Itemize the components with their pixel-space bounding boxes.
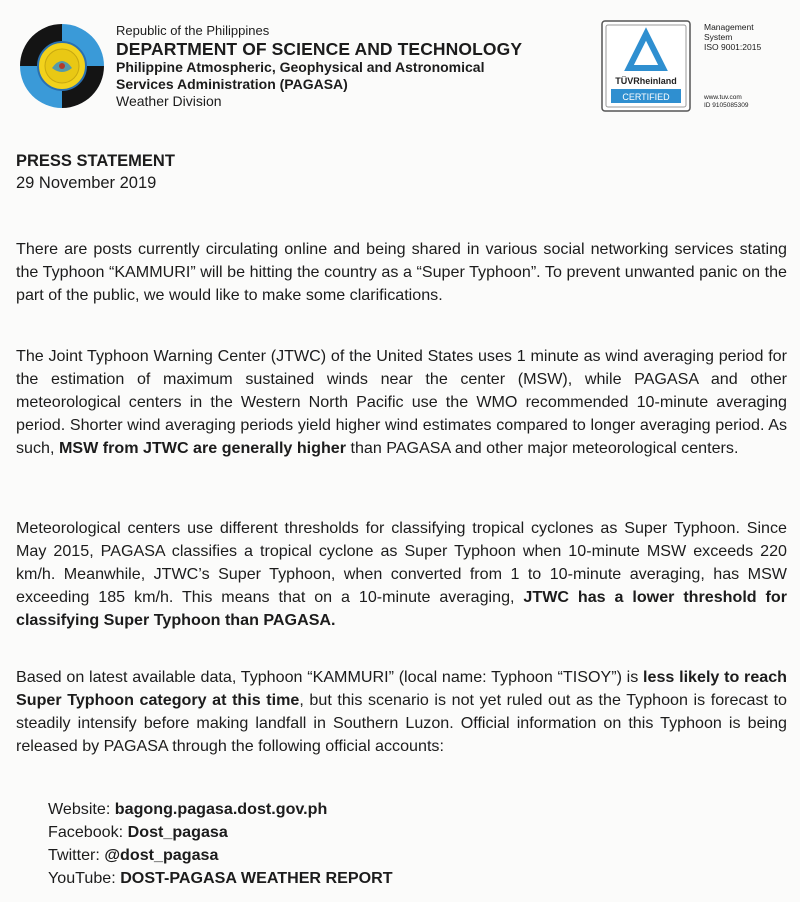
paragraph-1: [16, 238, 787, 307]
paragraph-3-text-a: Meteorological centers use different thresholds for classifying tropical cyclones as Super Typhoon. Since May 2015, PAGASA classifies a tropical cyclone as Super Typhoon when 10-minute MSW exceeds 220 km/h. Meanwhile, JTWC’s Super Typhoon, when converted from 1 to 10-minute averaging, has MSW exceeding 185 km/h. This means that on a 10-minute averaging,: [16, 519, 787, 606]
certified-text: CERTIFIED: [622, 92, 670, 102]
account-facebook-label: Facebook:: [48, 823, 128, 841]
agency-block: [116, 22, 522, 110]
paragraph-1-text: There are posts currently circulating online and being shared in various social networking services stating the Typhoon “KAMMURI” will be hitting the country as a “Super Typhoon”. To prevent unwanted panic on the part of the public, we would like to make some clarifications.: [16, 240, 787, 304]
paragraph-4: [16, 666, 787, 758]
paragraph-4-emphasis: less likely to reach Super Typhoon category at this time: [16, 668, 788, 709]
account-youtube-value: DOST-PAGASA WEATHER REPORT: [120, 869, 393, 887]
official-accounts-list: [48, 798, 393, 890]
account-youtube: [48, 867, 393, 890]
cert-site: www.tuv.com: [704, 94, 742, 101]
account-website: [48, 798, 393, 821]
account-website-label: Website:: [48, 800, 115, 818]
agency-line-1: Philippine Atmospheric, Geophysical and Astronomical: [116, 59, 485, 75]
paragraph-2: [16, 345, 787, 460]
paragraph-4-text-b: , but this scenario is not yet ruled out as the Typhoon is forecast to steadily intensify before making landfall in Southern Luzon. Official information on this Typhoon is being released by PAGASA through the following official accounts:: [16, 691, 787, 755]
paragraph-4-text-a: Based on latest available data, Typhoon “KAMMURI” (local name: Typhoon “TISOY”) is: [16, 668, 644, 686]
paragraph-2-text-a: The Joint Typhoon Warning Center (JTWC) of the United States uses 1 minute as wind averaging period for the estimation of maximum sustained winds near the center (MSW), while PAGASA and other meteorological centers in the Western North Pacific use the WMO recommended 10-minute averaging period. Shorter wind averaging periods yield higher wind estimates compared to longer averaging period. As such,: [16, 347, 787, 457]
letterhead: [16, 18, 786, 118]
account-facebook: [48, 821, 393, 844]
paragraph-2-text-b: than PAGASA and other major meteorological centers.: [346, 439, 739, 457]
agency-line-2: Services Administration (PAGASA): [116, 76, 348, 92]
account-youtube-label: YouTube:: [48, 869, 121, 887]
certification-text: [704, 22, 794, 110]
paragraph-3-emphasis: JTWC has a lower threshold for classifying Super Typhoon than PAGASA.: [16, 588, 787, 629]
paragraph-3: [16, 517, 787, 632]
division-name: Weather Division: [116, 93, 222, 109]
account-twitter-value: @dost_pagasa: [104, 846, 219, 864]
statement-heading: PRESS STATEMENT: [16, 152, 175, 170]
department-name: DEPARTMENT OF SCIENCE AND TECHNOLOGY: [116, 39, 523, 59]
pagasa-logo-icon: [16, 20, 108, 112]
cert-line-1: Management: [704, 22, 754, 32]
republic-line: Republic of the Philippines: [116, 23, 270, 38]
paragraph-2-emphasis: MSW from JTWC are generally higher: [58, 439, 347, 457]
cert-id: ID 9105085309: [704, 102, 749, 109]
account-twitter: [48, 844, 393, 867]
account-website-value: bagong.pagasa.dost.gov.ph: [114, 800, 328, 818]
cert-line-2: System: [704, 32, 733, 42]
account-twitter-label: Twitter:: [48, 846, 105, 864]
statement-date: 29 November 2019: [16, 174, 157, 192]
tuv-brand-text: TÜVRheinland: [615, 76, 677, 86]
tuv-certification-badge-icon: [601, 20, 691, 112]
cert-line-3: ISO 9001:2015: [704, 42, 762, 52]
account-facebook-value: Dost_pagasa: [127, 823, 228, 841]
